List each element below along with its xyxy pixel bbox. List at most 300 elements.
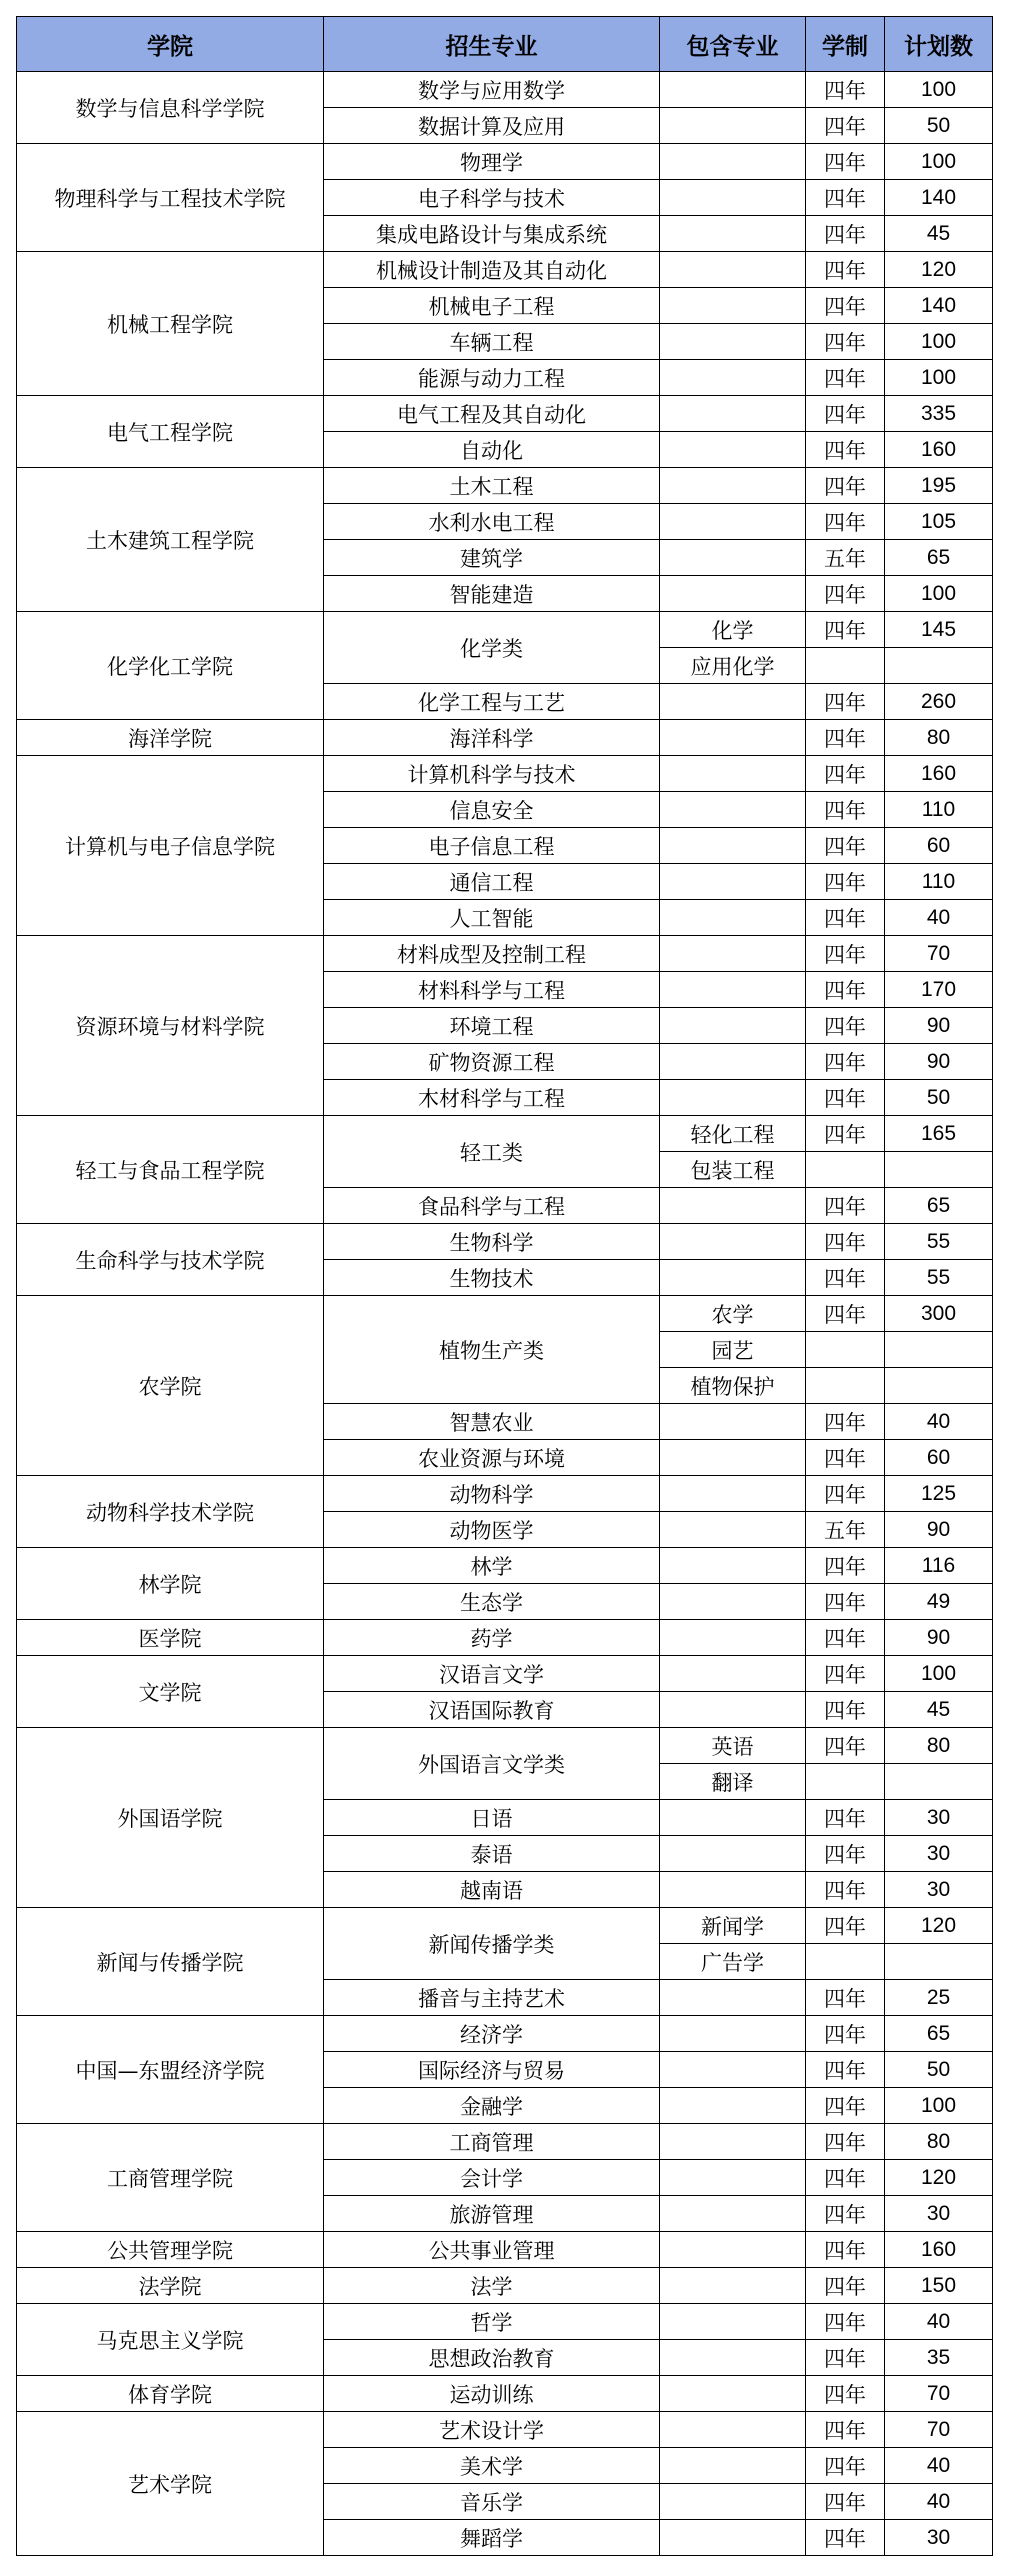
- plan-count-cell: 100: [885, 2088, 993, 2124]
- duration-cell: 四年: [806, 828, 885, 864]
- sub-major-cell-empty: [660, 1440, 806, 1476]
- table-row: [17, 2124, 993, 2160]
- plan-count-cell: 80: [885, 720, 993, 756]
- college-cell: 动物科学技术学院: [17, 1476, 324, 1548]
- duration-cell: 四年: [806, 1548, 885, 1584]
- duration-cell: 四年: [806, 2484, 885, 2520]
- plan-count-cell: 145: [885, 612, 993, 648]
- plan-count-cell: 125: [885, 1476, 993, 1512]
- sub-major-cell-empty: [660, 144, 806, 180]
- duration-cell: 四年: [806, 2052, 885, 2088]
- sub-major-cell-empty: [660, 1404, 806, 1440]
- plan-count-cell: 140: [885, 288, 993, 324]
- duration-cell: 四年: [806, 792, 885, 828]
- sub-major-cell: 英语: [660, 1728, 806, 1764]
- plan-count-cell: 165: [885, 1116, 993, 1152]
- duration-cell: 四年: [806, 144, 885, 180]
- sub-major-cell-empty: [660, 2016, 806, 2052]
- major-cell: 音乐学: [324, 2484, 660, 2520]
- major-cell: 材料科学与工程: [324, 972, 660, 1008]
- plan-count-cell: 70: [885, 936, 993, 972]
- plan-count-cell: 45: [885, 1692, 993, 1728]
- sub-major-cell: 广告学: [660, 1944, 806, 1980]
- plan-count-cell: 30: [885, 1836, 993, 1872]
- duration-cell-empty: [806, 648, 885, 684]
- major-cell: 汉语言文学: [324, 1656, 660, 1692]
- college-cell: 数学与信息科学学院: [17, 72, 324, 144]
- sub-major-cell-empty: [660, 2088, 806, 2124]
- major-cell: 运动训练: [324, 2376, 660, 2412]
- table-row: [17, 2376, 993, 2412]
- duration-cell: 四年: [806, 1800, 885, 1836]
- table-row: [17, 2412, 993, 2448]
- plan-count-cell: 50: [885, 2052, 993, 2088]
- sub-major-cell-empty: [660, 2484, 806, 2520]
- table-row: [17, 2232, 993, 2268]
- major-cell: 轻工类: [324, 1116, 660, 1188]
- duration-cell: 四年: [806, 2304, 885, 2340]
- sub-major-cell-empty: [660, 1548, 806, 1584]
- college-cell: 农学院: [17, 1296, 324, 1476]
- duration-cell: 四年: [806, 1260, 885, 1296]
- major-cell: 智慧农业: [324, 1404, 660, 1440]
- plan-count-cell: 55: [885, 1260, 993, 1296]
- plan-count-cell: 100: [885, 576, 993, 612]
- major-cell: 会计学: [324, 2160, 660, 2196]
- sub-major-cell-empty: [660, 684, 806, 720]
- plan-count-cell: 120: [885, 252, 993, 288]
- duration-cell: 四年: [806, 1080, 885, 1116]
- sub-major-cell-empty: [660, 1188, 806, 1224]
- sub-major-cell-empty: [660, 1692, 806, 1728]
- major-cell: 旅游管理: [324, 2196, 660, 2232]
- plan-count-cell: 80: [885, 1728, 993, 1764]
- sub-major-cell-empty: [660, 1080, 806, 1116]
- duration-cell: 四年: [806, 900, 885, 936]
- duration-cell: 四年: [806, 72, 885, 108]
- duration-cell: 四年: [806, 468, 885, 504]
- table-row: [17, 144, 993, 180]
- duration-cell: 四年: [806, 1008, 885, 1044]
- major-cell: 公共事业管理: [324, 2232, 660, 2268]
- duration-cell: 四年: [806, 1188, 885, 1224]
- sub-major-cell: 应用化学: [660, 648, 806, 684]
- plan-count-cell: 40: [885, 2448, 993, 2484]
- sub-major-cell: 化学: [660, 612, 806, 648]
- duration-cell: 五年: [806, 540, 885, 576]
- duration-cell: 五年: [806, 1512, 885, 1548]
- table-row: [17, 1908, 993, 1944]
- duration-cell-empty: [806, 1332, 885, 1368]
- major-cell: 哲学: [324, 2304, 660, 2340]
- major-cell: 物理学: [324, 144, 660, 180]
- duration-cell: 四年: [806, 1224, 885, 1260]
- header-plan-count: 计划数: [885, 17, 993, 72]
- duration-cell: 四年: [806, 1404, 885, 1440]
- duration-cell: 四年: [806, 396, 885, 432]
- college-cell: 林学院: [17, 1548, 324, 1620]
- duration-cell: 四年: [806, 2196, 885, 2232]
- table-row: [17, 936, 993, 972]
- plan-count-cell-empty: [885, 1152, 993, 1188]
- college-cell: 电气工程学院: [17, 396, 324, 468]
- major-cell: 环境工程: [324, 1008, 660, 1044]
- table-row: [17, 468, 993, 504]
- plan-count-cell: 65: [885, 1188, 993, 1224]
- plan-count-cell: 30: [885, 1800, 993, 1836]
- sub-major-cell-empty: [660, 324, 806, 360]
- college-cell: 中国—东盟经济学院: [17, 2016, 324, 2124]
- sub-major-cell-empty: [660, 288, 806, 324]
- table-row: [17, 72, 993, 108]
- sub-major-cell: 园艺: [660, 1332, 806, 1368]
- plan-count-cell: 160: [885, 2232, 993, 2268]
- major-cell: 计算机科学与技术: [324, 756, 660, 792]
- major-cell: 林学: [324, 1548, 660, 1584]
- sub-major-cell: 农学: [660, 1296, 806, 1332]
- plan-count-cell-empty: [885, 1368, 993, 1404]
- duration-cell: 四年: [806, 1980, 885, 2016]
- major-cell: 动物医学: [324, 1512, 660, 1548]
- duration-cell: 四年: [806, 2124, 885, 2160]
- college-cell: 土木建筑工程学院: [17, 468, 324, 612]
- major-cell: 汉语国际教育: [324, 1692, 660, 1728]
- plan-count-cell: 60: [885, 1440, 993, 1476]
- plan-count-cell: 120: [885, 1908, 993, 1944]
- duration-cell: 四年: [806, 1440, 885, 1476]
- sub-major-cell-empty: [660, 108, 806, 144]
- sub-major-cell-empty: [660, 252, 806, 288]
- duration-cell: 四年: [806, 216, 885, 252]
- major-cell: 越南语: [324, 1872, 660, 1908]
- duration-cell: 四年: [806, 2016, 885, 2052]
- major-cell: 思想政治教育: [324, 2340, 660, 2376]
- major-cell: 数学与应用数学: [324, 72, 660, 108]
- sub-major-cell-empty: [660, 1800, 806, 1836]
- college-cell: 公共管理学院: [17, 2232, 324, 2268]
- table-row: [17, 1224, 993, 1260]
- plan-count-cell: 90: [885, 1044, 993, 1080]
- plan-count-cell: 40: [885, 1404, 993, 1440]
- sub-major-cell-empty: [660, 360, 806, 396]
- college-cell: 化学化工学院: [17, 612, 324, 720]
- major-cell: 舞蹈学: [324, 2520, 660, 2556]
- college-cell: 计算机与电子信息学院: [17, 756, 324, 936]
- duration-cell: 四年: [806, 504, 885, 540]
- major-cell: 日语: [324, 1800, 660, 1836]
- plan-count-cell: 25: [885, 1980, 993, 2016]
- duration-cell-empty: [806, 1152, 885, 1188]
- plan-count-cell: 50: [885, 1080, 993, 1116]
- plan-count-cell: 80: [885, 2124, 993, 2160]
- plan-count-cell: 90: [885, 1512, 993, 1548]
- table-row: [17, 1620, 993, 1656]
- plan-count-cell: 100: [885, 1656, 993, 1692]
- sub-major-cell-empty: [660, 180, 806, 216]
- college-cell: 新闻与传播学院: [17, 1908, 324, 2016]
- header-row: [17, 17, 993, 72]
- sub-major-cell-empty: [660, 2340, 806, 2376]
- table-row: [17, 1296, 993, 1332]
- plan-count-cell: 35: [885, 2340, 993, 2376]
- major-cell: 通信工程: [324, 864, 660, 900]
- sub-major-cell-empty: [660, 2268, 806, 2304]
- plan-count-cell: 30: [885, 1872, 993, 1908]
- duration-cell: 四年: [806, 432, 885, 468]
- plan-count-cell: 105: [885, 504, 993, 540]
- duration-cell: 四年: [806, 1872, 885, 1908]
- major-cell: 建筑学: [324, 540, 660, 576]
- major-cell: 能源与动力工程: [324, 360, 660, 396]
- duration-cell: 四年: [806, 108, 885, 144]
- college-cell: 体育学院: [17, 2376, 324, 2412]
- plan-count-cell: 40: [885, 900, 993, 936]
- sub-major-cell-empty: [660, 972, 806, 1008]
- plan-count-cell: 110: [885, 864, 993, 900]
- duration-cell: 四年: [806, 288, 885, 324]
- plan-count-cell: 100: [885, 72, 993, 108]
- plan-count-cell: 55: [885, 1224, 993, 1260]
- duration-cell: 四年: [806, 2340, 885, 2376]
- duration-cell: 四年: [806, 2088, 885, 2124]
- sub-major-cell-empty: [660, 2304, 806, 2340]
- sub-major-cell-empty: [660, 1836, 806, 1872]
- duration-cell: 四年: [806, 180, 885, 216]
- plan-count-cell: 170: [885, 972, 993, 1008]
- duration-cell: 四年: [806, 1728, 885, 1764]
- table-row: [17, 396, 993, 432]
- sub-major-cell-empty: [660, 1872, 806, 1908]
- duration-cell: 四年: [806, 324, 885, 360]
- major-cell: 电气工程及其自动化: [324, 396, 660, 432]
- college-cell: 医学院: [17, 1620, 324, 1656]
- duration-cell: 四年: [806, 2412, 885, 2448]
- duration-cell: 四年: [806, 1044, 885, 1080]
- sub-major-cell-empty: [660, 828, 806, 864]
- major-cell: 集成电路设计与集成系统: [324, 216, 660, 252]
- plan-count-cell: 40: [885, 2304, 993, 2340]
- duration-cell: 四年: [806, 576, 885, 612]
- major-cell: 矿物资源工程: [324, 1044, 660, 1080]
- plan-count-cell: 116: [885, 1548, 993, 1584]
- sub-major-cell-empty: [660, 432, 806, 468]
- sub-major-cell-empty: [660, 1260, 806, 1296]
- plan-count-cell: 195: [885, 468, 993, 504]
- sub-major-cell-empty: [660, 216, 806, 252]
- sub-major-cell-empty: [660, 1476, 806, 1512]
- duration-cell: 四年: [806, 2376, 885, 2412]
- sub-major-cell-empty: [660, 2232, 806, 2268]
- plan-count-cell: 60: [885, 828, 993, 864]
- sub-major-cell-empty: [660, 2196, 806, 2232]
- table-body: [17, 72, 993, 2556]
- duration-cell: 四年: [806, 2232, 885, 2268]
- plan-count-cell: 50: [885, 108, 993, 144]
- table-row: [17, 756, 993, 792]
- major-cell: 工商管理: [324, 2124, 660, 2160]
- college-cell: 工商管理学院: [17, 2124, 324, 2232]
- table-row: [17, 2268, 993, 2304]
- header-major: 招生专业: [324, 17, 660, 72]
- plan-count-cell: 140: [885, 180, 993, 216]
- major-cell: 国际经济与贸易: [324, 2052, 660, 2088]
- major-cell: 电子信息工程: [324, 828, 660, 864]
- major-cell: 金融学: [324, 2088, 660, 2124]
- plan-count-cell: 65: [885, 540, 993, 576]
- plan-count-cell: 160: [885, 756, 993, 792]
- college-cell: 资源环境与材料学院: [17, 936, 324, 1116]
- college-cell: 机械工程学院: [17, 252, 324, 396]
- header-duration: 学制: [806, 17, 885, 72]
- plan-count-cell-empty: [885, 1332, 993, 1368]
- duration-cell: 四年: [806, 1476, 885, 1512]
- sub-major-cell-empty: [660, 72, 806, 108]
- sub-major-cell-empty: [660, 468, 806, 504]
- major-cell: 农业资源与环境: [324, 1440, 660, 1476]
- major-cell: 机械设计制造及其自动化: [324, 252, 660, 288]
- sub-major-cell-empty: [660, 576, 806, 612]
- college-cell: 海洋学院: [17, 720, 324, 756]
- major-cell: 数据计算及应用: [324, 108, 660, 144]
- sub-major-cell-empty: [660, 1044, 806, 1080]
- plan-count-cell: 335: [885, 396, 993, 432]
- sub-major-cell-empty: [660, 936, 806, 972]
- duration-cell: 四年: [806, 360, 885, 396]
- plan-count-cell: 70: [885, 2412, 993, 2448]
- table-row: [17, 720, 993, 756]
- duration-cell-empty: [806, 1764, 885, 1800]
- plan-count-cell: 49: [885, 1584, 993, 1620]
- major-cell: 法学: [324, 2268, 660, 2304]
- table-row: [17, 1476, 993, 1512]
- plan-count-cell: 100: [885, 324, 993, 360]
- plan-count-cell-empty: [885, 648, 993, 684]
- major-cell: 生物技术: [324, 1260, 660, 1296]
- sub-major-cell-empty: [660, 1512, 806, 1548]
- duration-cell: 四年: [806, 1656, 885, 1692]
- major-cell: 电子科学与技术: [324, 180, 660, 216]
- major-cell: 生物科学: [324, 1224, 660, 1260]
- duration-cell: 四年: [806, 1584, 885, 1620]
- sub-major-cell: 轻化工程: [660, 1116, 806, 1152]
- plan-count-cell: 90: [885, 1620, 993, 1656]
- plan-count-cell: 110: [885, 792, 993, 828]
- major-cell: 经济学: [324, 2016, 660, 2052]
- major-cell: 信息安全: [324, 792, 660, 828]
- sub-major-cell-empty: [660, 2448, 806, 2484]
- sub-major-cell-empty: [660, 2052, 806, 2088]
- sub-major-cell-empty: [660, 1620, 806, 1656]
- sub-major-cell-empty: [660, 864, 806, 900]
- duration-cell-empty: [806, 1944, 885, 1980]
- duration-cell: 四年: [806, 612, 885, 648]
- major-cell: 水利水电工程: [324, 504, 660, 540]
- duration-cell: 四年: [806, 1296, 885, 1332]
- duration-cell: 四年: [806, 2448, 885, 2484]
- table-row: [17, 2016, 993, 2052]
- sub-major-cell-empty: [660, 504, 806, 540]
- duration-cell: 四年: [806, 1836, 885, 1872]
- plan-count-cell: 100: [885, 144, 993, 180]
- major-cell: 食品科学与工程: [324, 1188, 660, 1224]
- sub-major-cell-empty: [660, 792, 806, 828]
- table-row: [17, 1728, 993, 1764]
- major-cell: 人工智能: [324, 900, 660, 936]
- sub-major-cell-empty: [660, 2160, 806, 2196]
- plan-count-cell: 40: [885, 2484, 993, 2520]
- duration-cell: 四年: [806, 252, 885, 288]
- plan-count-cell: 65: [885, 2016, 993, 2052]
- sub-major-cell-empty: [660, 2412, 806, 2448]
- major-cell: 泰语: [324, 1836, 660, 1872]
- sub-major-cell: 新闻学: [660, 1908, 806, 1944]
- sub-major-cell-empty: [660, 720, 806, 756]
- sub-major-cell-empty: [660, 396, 806, 432]
- major-cell: 植物生产类: [324, 1296, 660, 1404]
- table-row: [17, 612, 993, 648]
- sub-major-cell-empty: [660, 1656, 806, 1692]
- enrollment-plan-sheet: [16, 16, 992, 2556]
- duration-cell: 四年: [806, 1116, 885, 1152]
- major-cell: 艺术设计学: [324, 2412, 660, 2448]
- sub-major-cell-empty: [660, 1584, 806, 1620]
- major-cell: 动物科学: [324, 1476, 660, 1512]
- major-cell: 化学工程与工艺: [324, 684, 660, 720]
- college-cell: 法学院: [17, 2268, 324, 2304]
- sub-major-cell-empty: [660, 540, 806, 576]
- table-row: [17, 1548, 993, 1584]
- duration-cell: 四年: [806, 864, 885, 900]
- plan-count-cell: 160: [885, 432, 993, 468]
- table-row: [17, 2304, 993, 2340]
- table-row: [17, 1116, 993, 1152]
- plan-count-cell: 260: [885, 684, 993, 720]
- duration-cell: 四年: [806, 2268, 885, 2304]
- college-cell: 轻工与食品工程学院: [17, 1116, 324, 1224]
- college-cell: 文学院: [17, 1656, 324, 1728]
- sub-major-cell-empty: [660, 2376, 806, 2412]
- plan-count-cell-empty: [885, 1944, 993, 1980]
- sub-major-cell: 植物保护: [660, 1368, 806, 1404]
- major-cell: 新闻传播学类: [324, 1908, 660, 1980]
- college-cell: 物理科学与工程技术学院: [17, 144, 324, 252]
- major-cell: 木材科学与工程: [324, 1080, 660, 1116]
- duration-cell: 四年: [806, 756, 885, 792]
- header-college: 学院: [17, 17, 324, 72]
- plan-count-cell: 90: [885, 1008, 993, 1044]
- major-cell: 化学类: [324, 612, 660, 684]
- major-cell: 生态学: [324, 1584, 660, 1620]
- plan-count-cell: 45: [885, 216, 993, 252]
- duration-cell-empty: [806, 1368, 885, 1404]
- plan-count-cell: 30: [885, 2520, 993, 2556]
- sub-major-cell-empty: [660, 1980, 806, 2016]
- header-sub-majors: 包含专业: [660, 17, 806, 72]
- major-cell: 海洋科学: [324, 720, 660, 756]
- duration-cell: 四年: [806, 1692, 885, 1728]
- plan-count-cell-empty: [885, 1764, 993, 1800]
- sub-major-cell: 翻译: [660, 1764, 806, 1800]
- sub-major-cell-empty: [660, 1008, 806, 1044]
- major-cell: 智能建造: [324, 576, 660, 612]
- duration-cell: 四年: [806, 972, 885, 1008]
- sub-major-cell: 包装工程: [660, 1152, 806, 1188]
- major-cell: 美术学: [324, 2448, 660, 2484]
- college-cell: 外国语学院: [17, 1728, 324, 1908]
- duration-cell: 四年: [806, 2520, 885, 2556]
- enrollment-plan-table: [16, 16, 993, 2556]
- college-cell: 马克思主义学院: [17, 2304, 324, 2376]
